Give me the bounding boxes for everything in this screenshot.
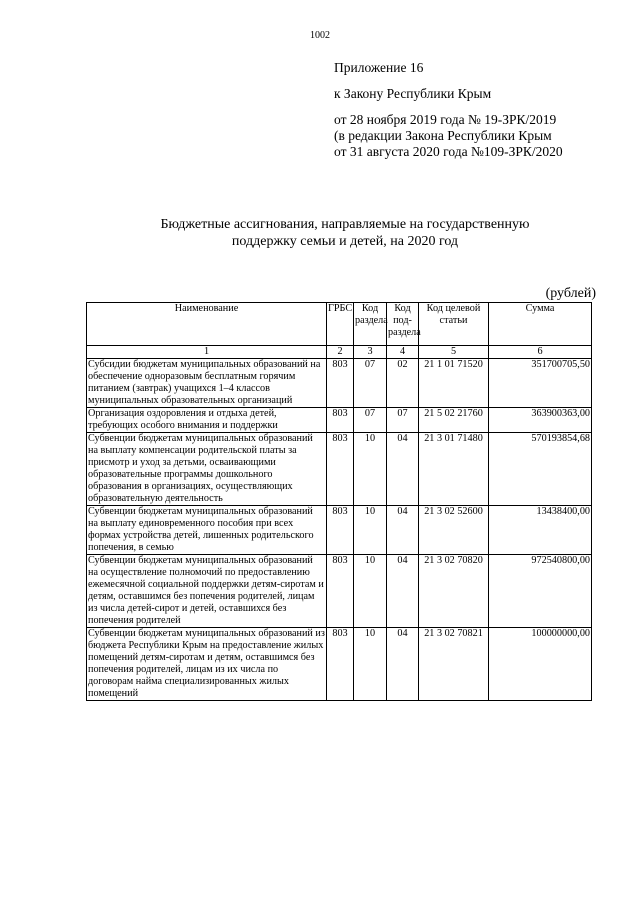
table-row	[87, 359, 592, 408]
row-razdel: 10	[354, 628, 387, 701]
row-grbs: 803	[327, 506, 354, 555]
row-razdel: 07	[354, 408, 387, 433]
header-sum: Сумма	[489, 303, 592, 346]
table-row	[87, 628, 592, 701]
row-name: Субвенции бюджетам муниципальных образований на выплату компенсации родительской платы за присмотр и уход за детьми, осваивающими образовательные программы дошкольного образования в организациях, осуществляющих образовательную деятельность	[87, 433, 327, 506]
row-razdel: 10	[354, 433, 387, 506]
table-numbering-row	[87, 346, 592, 359]
row-sum: 13438400,00	[489, 506, 592, 555]
table-row	[87, 555, 592, 628]
row-podrazdel: 04	[387, 628, 419, 701]
title-line-2: поддержку семьи и детей, на 2020 год	[231, 234, 459, 249]
row-grbs: 803	[327, 555, 354, 628]
law-revision-date: от 31 августа 2020 года №109-ЗРК/2020	[334, 144, 563, 159]
row-name: Субвенции бюджетам муниципальных образований из бюджета Республики Крым на предоставление жилых помещений детям-сиротам и детям, оставшимся без попечения родителей, лицам из их числа по договорам найма специализированных жилых помещений	[88, 628, 325, 699]
column-number: 6	[489, 346, 592, 359]
row-razdel: 10	[354, 506, 387, 555]
column-number: 2	[327, 346, 354, 359]
column-number: 5	[419, 346, 489, 359]
row-name: Субсидии бюджетам муниципальных образований на обеспечение одноразовым бесплатным горячим питанием (завтрак) учащихся 1–4 классов муниципальных образовательных организаций	[87, 359, 327, 408]
row-grbs: 803	[327, 359, 354, 408]
row-csr: 21 1 01 71520	[419, 359, 489, 408]
column-number: 4	[387, 346, 419, 359]
row-sum: 351700705,50	[489, 359, 592, 408]
header-grbs: ГРБС	[327, 303, 354, 346]
column-number: 1	[87, 346, 327, 359]
row-grbs: 803	[327, 628, 354, 701]
law-date: от 28 ноября 2019 года № 19-ЗРК/2019	[334, 112, 557, 127]
row-podrazdel: 04	[387, 506, 419, 555]
header-csr: Код целевой статьи	[419, 303, 489, 346]
table-row	[87, 408, 592, 433]
row-grbs: 803	[327, 408, 354, 433]
row-podrazdel: 02	[387, 359, 419, 408]
table-row	[87, 506, 592, 555]
budget-table	[86, 302, 592, 701]
row-csr: 21 3 02 70820	[419, 555, 489, 628]
row-podrazdel: 04	[387, 433, 419, 506]
row-name: Субвенции бюджетам муниципальных образований на выплату единовременного пособия при всех формах устройства детей, лишенных родительского попечения, в семью	[87, 506, 327, 555]
row-sum: 570193854,68	[489, 433, 592, 506]
row-sum: 363900363,00	[489, 408, 592, 433]
column-number: 3	[354, 346, 387, 359]
page-number: 1002	[310, 30, 330, 41]
row-csr: 21 3 02 52600	[419, 506, 489, 555]
table-row	[87, 433, 592, 506]
row-razdel: 10	[354, 555, 387, 628]
title-line-1: Бюджетные ассигнования, направляемые на государственную	[160, 217, 530, 232]
currency-unit: (рублей)	[545, 286, 596, 301]
row-grbs: 803	[327, 433, 354, 506]
appendix-header	[334, 60, 634, 160]
row-podrazdel: 07	[387, 408, 419, 433]
table-header-row	[87, 303, 592, 346]
row-name: Организация оздоровления и отдыха детей, требующих особого внимания и поддержки	[87, 408, 327, 433]
row-podrazdel: 04	[387, 555, 419, 628]
header-razdel: Код раздела	[354, 303, 387, 346]
appendix-number: Приложение 16	[334, 60, 424, 75]
row-sum: 100000000,00	[489, 628, 592, 701]
document-title	[80, 216, 610, 250]
row-sum: 972540800,00	[489, 555, 592, 628]
row-csr: 21 5 02 21760	[419, 408, 489, 433]
row-name: Субвенции бюджетам муниципальных образований на осуществление полномочий по предоставлению ежемесячной социальной поддержки детям-сиротам и детям, оставшимся без попечения родителей, лицам из числа детей-сирот и детей, оставшихся без попечения родителей	[87, 555, 327, 628]
law-revision: (в редакции Закона Республики Крым	[334, 128, 552, 143]
header-podrazdel: Код под-раздела	[387, 303, 419, 346]
row-csr: 21 3 01 71480	[419, 433, 489, 506]
header-name: Наименование	[87, 303, 327, 346]
law-reference: к Закону Республики Крым	[334, 86, 492, 101]
row-csr: 21 3 02 70821	[419, 628, 489, 701]
row-razdel: 07	[354, 359, 387, 408]
